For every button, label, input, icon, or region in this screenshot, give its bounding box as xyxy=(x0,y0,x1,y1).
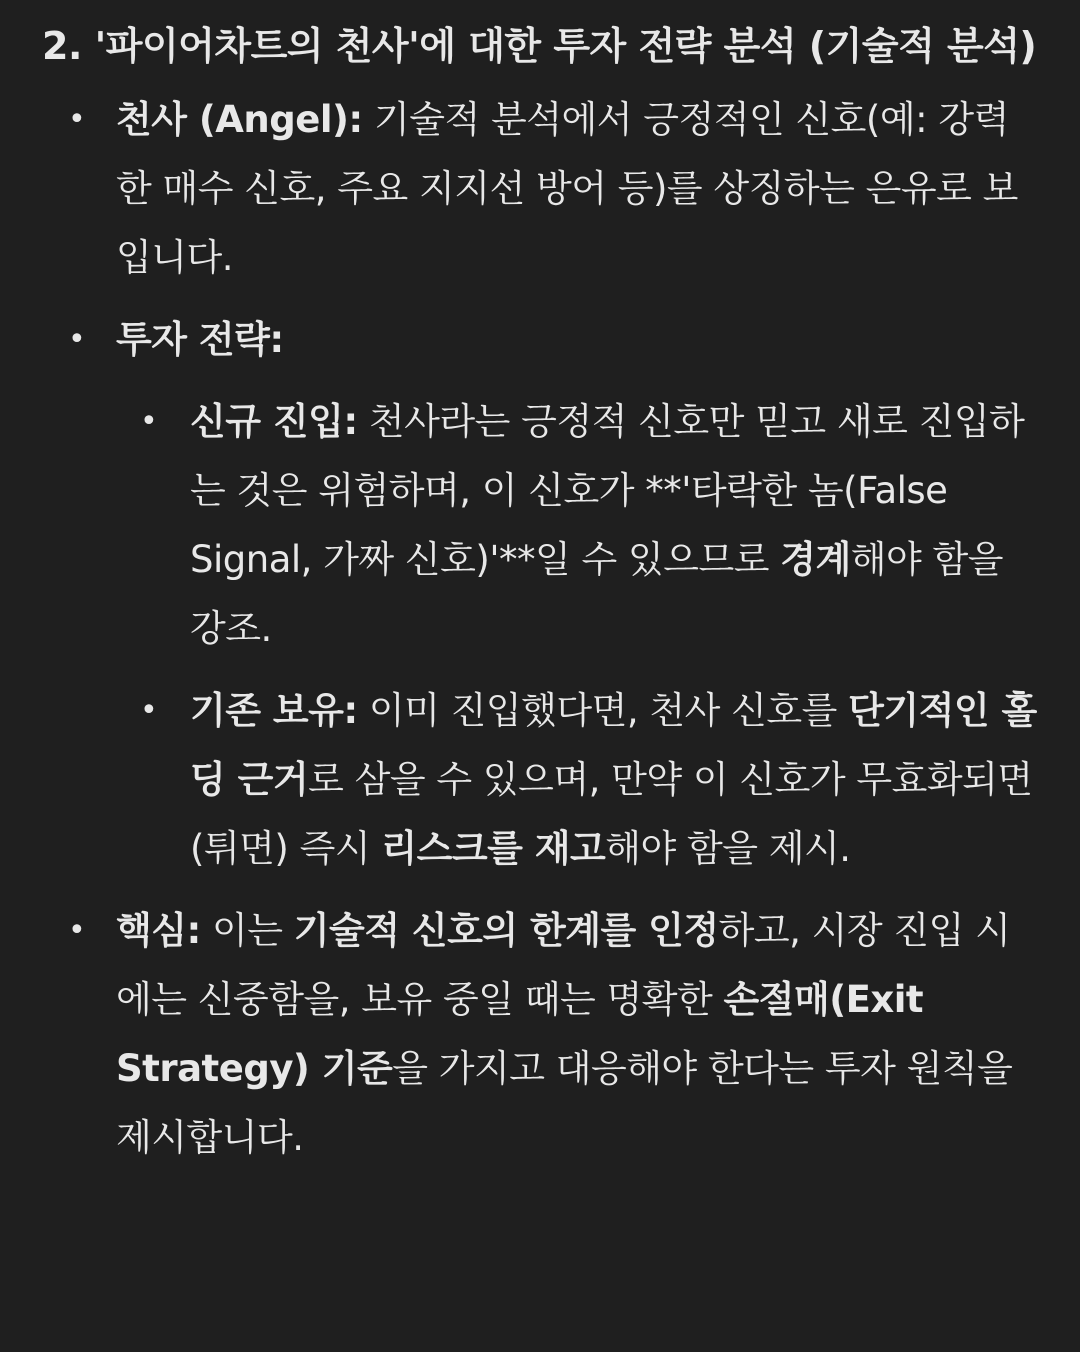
sub-item-text: 천사라는 긍정적 신호만 믿고 새로 진입하는 것은 위험하며, 이 신호가 **'타락한 놈(False Signal, 가짜 신호)'**일 수 있으므로 xyxy=(190,400,1025,581)
item-label: 투자 전략: xyxy=(116,318,284,361)
list-item-angel xyxy=(42,85,1040,292)
sub-item-new-entry xyxy=(116,387,1040,663)
sub-item-text: 해야 함을 강조. xyxy=(190,538,1003,650)
list-item-strategy xyxy=(42,305,1040,883)
sub-bullet-list xyxy=(116,387,1040,883)
sub-item-existing-holding xyxy=(116,676,1040,883)
item-text: 을 가지고 대응해야 한다는 투자 원칙을 제시합니다. xyxy=(116,1047,1013,1159)
bullet-icon: • xyxy=(68,322,86,357)
item-text: 이는 xyxy=(200,909,294,952)
item-text: 하고, 시장 진입 시에는 신중함을, 보유 중일 때는 명확한 xyxy=(116,909,1011,1021)
item-label: 핵심: xyxy=(116,909,201,952)
bullet-icon: • xyxy=(140,693,158,728)
bullet-icon: • xyxy=(68,913,86,948)
item-emphasis: 손절매(Exit Strategy) 기준 xyxy=(116,978,924,1090)
sub-item-emphasis: 단기적인 홀딩 근거 xyxy=(190,689,1037,801)
sub-item-text: 로 삼을 수 있으며, 만약 이 신호가 무효화되면(튀면) 즉시 xyxy=(190,758,1033,870)
sub-item-emphasis: 리스크를 재고 xyxy=(381,827,606,870)
item-label: 천사 (Angel): xyxy=(116,98,363,141)
sub-item-text: 해야 함을 제시. xyxy=(605,827,851,870)
list-item-core xyxy=(42,896,1040,1172)
sub-item-text: 이미 진입했다면, 천사 신호를 xyxy=(357,689,849,732)
item-emphasis: 기술적 신호의 한계를 인정 xyxy=(293,909,719,952)
sub-item-label: 기존 보유: xyxy=(190,689,358,732)
item-text: 기술적 분석에서 긍정적인 신호(예: 강력한 매수 신호, 주요 지지선 방어 등)를 상징하는 은유로 보입니다. xyxy=(116,98,1018,279)
sub-item-emphasis: 경계 xyxy=(780,538,851,581)
bullet-icon: • xyxy=(68,102,86,137)
section-heading: 2. '파이어차트의 천사'에 대한 투자 전략 분석 (기술적 분석) xyxy=(42,24,1037,68)
bullet-list xyxy=(42,85,1040,1172)
sub-item-label: 신규 진입: xyxy=(190,400,358,443)
bullet-icon: • xyxy=(140,404,158,439)
